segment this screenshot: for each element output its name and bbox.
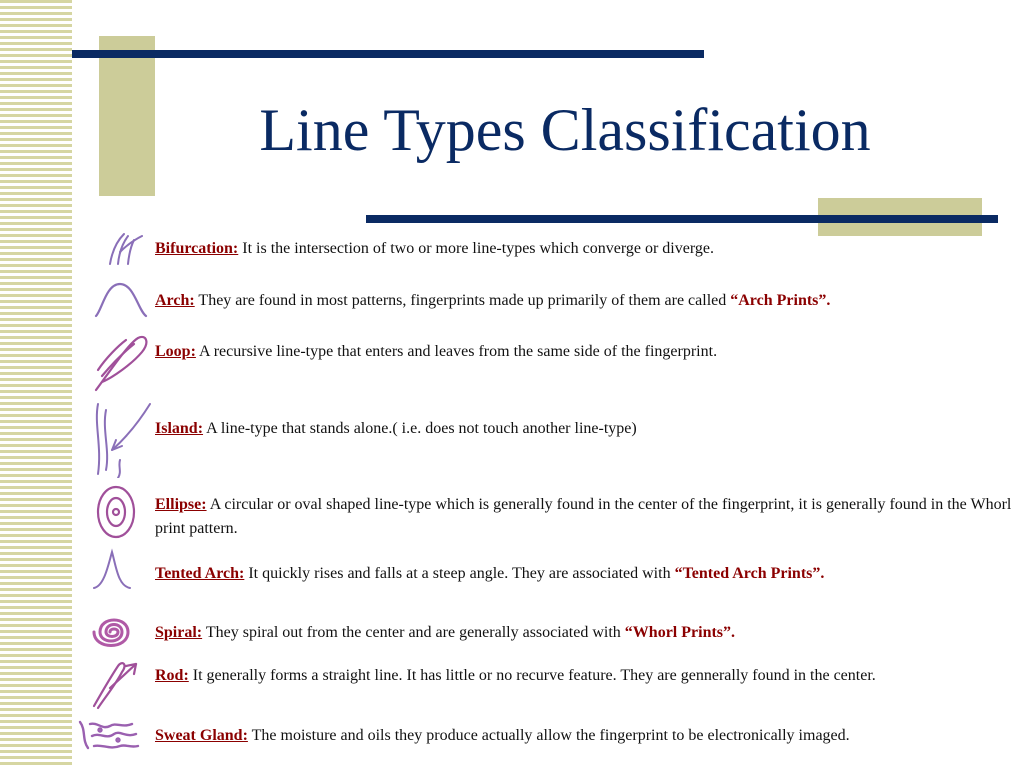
list-item-sweat-gland [155,724,1021,748]
term-label: Tented Arch: [155,565,245,582]
list-item-arch [155,289,1021,313]
list-item-island [155,417,1021,441]
item-highlight: “Arch Prints”. [730,292,831,309]
slide-title: Line Types Classification [259,97,871,163]
spiral-icon [88,602,154,660]
term-label: Rod: [155,667,189,684]
item-description: It quickly rises and falls at a steep angle. They are associated with [248,565,671,582]
item-highlight: “Whorl Prints”. [624,624,736,641]
list-item-ellipse [155,493,1021,541]
arch-icon [88,280,154,320]
list-item-rod [155,664,1021,688]
sweat-gland-icon [76,716,142,754]
term-label: Arch: [155,292,195,309]
tented-arch-icon [88,546,154,592]
decorative-block-top-left [99,36,155,196]
item-description: A circular or oval shaped line-type which is generally found in the center of the fingerprint, it is generally found in the Whorl print pattern. [155,496,1012,537]
term-label: Loop: [155,343,196,360]
island-icon [88,400,154,478]
item-description: A recursive line-type that enters and leaves from the same side of the fingerprint. [199,343,718,360]
title-top-bar [72,50,704,58]
term-label: Ellipse: [155,496,207,513]
list-item-tented-arch [155,562,1021,586]
list-item-loop [155,340,1021,364]
term-label: Bifurcation: [155,240,239,257]
item-description: The moisture and oils they produce actually allow the fingerprint to be electronically imaged. [251,727,850,744]
loop-icon [88,330,154,394]
rod-icon [88,656,154,712]
term-label: Sweat Gland: [155,727,248,744]
list-item-bifurcation [155,237,1021,261]
item-highlight: “Tented Arch Prints”. [674,565,825,582]
item-description: They are found in most patterns, fingerprints made up primarily of them are called [198,292,727,309]
ellipse-icon [88,484,154,540]
term-label: Island: [155,420,204,437]
item-description: They spiral out from the center and are generally associated with [205,624,621,641]
item-description: A line-type that stands alone.( i.e. does not touch another line-type) [206,420,637,437]
term-label: Spiral: [155,624,203,641]
title-bottom-bar [366,215,998,223]
item-description: It generally forms a straight line. It has little or no recurve feature. They are gennerally found in the center. [192,667,876,684]
decorative-stripes [0,0,72,768]
bifurcation-icon [88,230,154,268]
item-description: It is the intersection of two or more line-types which converge or diverge. [242,240,714,257]
list-item-spiral [155,621,1021,645]
